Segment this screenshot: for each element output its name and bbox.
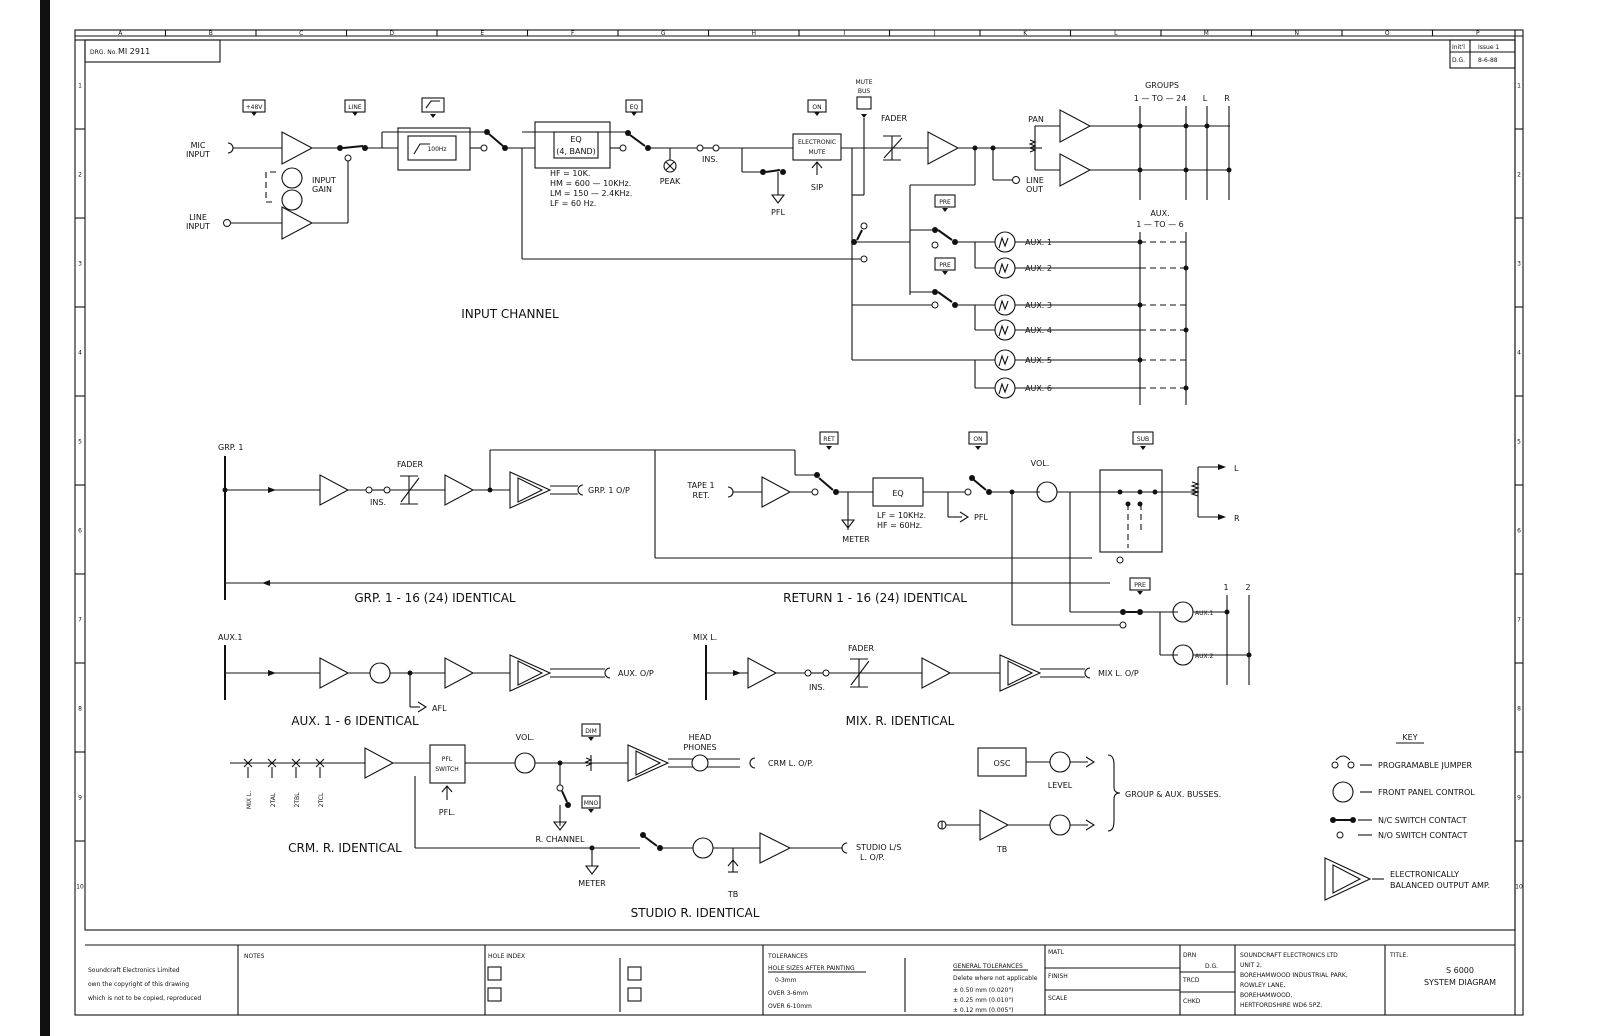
row-number: 2	[1517, 171, 1521, 179]
eq-switch-label: EQ	[629, 104, 639, 111]
address-line-4: ROWLEY LANE,	[1240, 982, 1286, 989]
grp-in-label: GRP. 1	[218, 443, 244, 452]
return-eq-spec-hf: HF = 60Hz.	[877, 521, 923, 530]
eq-spec-lf: LF = 60 Hz.	[550, 199, 597, 208]
pfl-switch-box	[430, 745, 465, 783]
aux-send-pot	[995, 232, 1015, 252]
line-switch-label: LINE	[348, 104, 362, 111]
row-number: 6	[1517, 527, 1521, 535]
mute-label-2: MUTE	[808, 149, 826, 156]
return-eq-label: EQ	[892, 489, 904, 498]
aux-send-label: AUX. 2	[1025, 264, 1052, 273]
aux-master-amp	[320, 658, 348, 688]
mix-fader-amp	[922, 658, 950, 688]
key-legend	[1325, 733, 1490, 900]
electronic-mute-box	[793, 134, 841, 160]
aux-master-section	[218, 633, 654, 728]
studio-amp	[760, 833, 790, 863]
key-item-nc: N/C SWITCH CONTACT	[1378, 816, 1467, 825]
line-input-label-1: LINE	[189, 213, 207, 222]
mno-label: MNO	[583, 800, 599, 807]
aux-master-pot	[370, 663, 390, 683]
tol-row-2: OVER 3-6mm	[768, 990, 809, 997]
group-title: GRP. 1 - 16 (24) IDENTICAL	[354, 591, 516, 605]
row-number: 5	[1517, 438, 1521, 446]
aux-balanced-out-amp	[510, 655, 550, 691]
hole-sizes-label: HOLE SIZES AFTER PAINTING	[768, 965, 855, 972]
column-letter: N	[1294, 30, 1299, 37]
groups-range: 1 — TO — 24	[1133, 94, 1187, 103]
aux-master-out-amp	[445, 658, 473, 688]
hpf-switch	[422, 98, 444, 112]
address-line-2: UNIT 2,	[1240, 962, 1262, 969]
line-out-label-1: LINE	[1026, 176, 1044, 185]
mic-preamp	[282, 132, 312, 164]
groups-label: GROUPS	[1145, 81, 1179, 90]
mix-section	[693, 633, 1139, 728]
scale-label: SCALE	[1048, 995, 1068, 1002]
line-out-label-2: OUT	[1026, 185, 1044, 194]
input-channel	[186, 79, 1231, 405]
aux-send-label: AUX. 1	[1025, 238, 1052, 247]
aux-send-pot	[995, 350, 1015, 370]
aux-bus-range: 1 — TO — 6	[1136, 220, 1184, 229]
drawing-title-2: SYSTEM DIAGRAM	[1423, 978, 1497, 987]
row-number: 1	[1517, 82, 1521, 90]
mix-in-label: MIX L.	[693, 633, 718, 642]
aux-out-label: AUX. O/P	[618, 669, 654, 678]
row-number: 6	[78, 527, 82, 535]
column-letter: M	[1203, 30, 1209, 37]
studio-vol-pot	[693, 838, 713, 858]
column-letter: H	[751, 30, 757, 37]
drawing-title-1: S 6000	[1446, 966, 1474, 975]
monitor-section	[230, 724, 901, 920]
key-item-no: N/O SWITCH CONTACT	[1378, 831, 1468, 840]
hpf-freq: 100Hz	[427, 146, 447, 153]
eq-spec-lm: LM = 150 — 2.4KHz.	[550, 189, 633, 198]
aux-send-label: AUX. 6	[1025, 384, 1052, 393]
hole-index-label: HOLE INDEX	[488, 953, 526, 960]
issue-label: Issue 1	[1478, 44, 1500, 51]
row-number: 8	[78, 705, 82, 713]
init-value: D.G.	[1452, 57, 1466, 64]
pre-label-2: PRE	[939, 262, 951, 269]
pfl-label: PFL	[771, 208, 785, 217]
return-pre-label: PRE	[1134, 582, 1146, 589]
return-l-label: L	[1234, 464, 1239, 473]
talkback-pot	[1050, 815, 1070, 835]
aux-send-label: AUX. 5	[1025, 356, 1052, 365]
studio-out-label-2: L. O/P.	[860, 853, 885, 862]
aux-send-pot	[995, 378, 1015, 398]
mix-balanced-out-amp	[1000, 655, 1040, 691]
monitor-source-label: 2TCL	[318, 792, 325, 808]
group-out-label: GRP. 1 O/P	[588, 486, 630, 495]
osc-level-pot	[1050, 752, 1070, 772]
init-label: Init'l	[1452, 44, 1465, 51]
input-gain-label-2: GAIN	[312, 185, 333, 194]
column-letter: B	[208, 30, 213, 37]
key-amp-label-1: ELECTRONICALLY	[1390, 870, 1460, 879]
row-numbers	[75, 83, 1523, 891]
mic-input-label-2: INPUT	[186, 150, 210, 159]
osc-level-label: LEVEL	[1047, 781, 1073, 790]
talkback-amp	[980, 810, 1008, 840]
r-channel-label: R. CHANNEL	[535, 835, 585, 844]
pan-amp-right	[1060, 154, 1090, 186]
aux-send-pot	[995, 295, 1015, 315]
input-gain-pot-line	[282, 190, 302, 210]
mute-bus-label-1: MUTE	[855, 79, 873, 86]
notes-label: NOTES	[244, 953, 265, 960]
crm-title: CRM. R. IDENTICAL	[288, 841, 402, 855]
row-number: 9	[78, 794, 82, 802]
dim-label: DIM	[585, 728, 597, 735]
row-number: 3	[78, 260, 82, 268]
line-input-label-2: INPUT	[186, 222, 210, 231]
delete-note: Delete where not applicable	[953, 975, 1038, 982]
general-tol-label: GENERAL TOLERANCES	[953, 963, 1023, 970]
monitor-input-amp	[365, 748, 393, 778]
key-amp-label-2: BALANCED OUTPUT AMP.	[1390, 881, 1491, 890]
address-line-5: BOREHAMWOOD,	[1240, 992, 1293, 999]
crm-out-label: CRM L. O/P.	[768, 759, 814, 768]
return-r-label: R	[1234, 514, 1240, 523]
monitor-source-label: MIX L.	[246, 790, 253, 810]
column-letter: C	[299, 30, 304, 37]
column-letter: P	[1475, 30, 1480, 37]
drg-number: MI 2911	[118, 47, 151, 56]
column-letter: O	[1384, 30, 1390, 37]
return-on-label: ON	[973, 436, 983, 443]
address-line-1: SOUNDCRAFT ELECTRONICS LTD	[1240, 952, 1338, 959]
talkback-label: TB	[996, 845, 1008, 854]
return-title: RETURN 1 - 16 (24) IDENTICAL	[783, 591, 967, 605]
monitor-vol-label: VOL.	[515, 733, 535, 742]
row-number: 4	[1517, 349, 1521, 357]
row-number: 8	[1517, 705, 1521, 713]
mix-title: MIX. R. IDENTICAL	[845, 714, 955, 728]
pre-label-1: PRE	[939, 199, 951, 206]
on-switch-label: ON	[812, 104, 822, 111]
aux-send-label: AUX. 4	[1025, 326, 1052, 335]
eq-box	[535, 122, 610, 168]
address-line-6: HERTFORDSHIRE WD6 5PZ.	[1240, 1002, 1323, 1009]
tol-general-1: ± 0.50 mm (0.020")	[953, 987, 1014, 994]
key-item-jumper: PROGRAMABLE JUMPER	[1378, 761, 1473, 770]
mix-ins-label: INS.	[809, 683, 825, 692]
studio-out-label-1: STUDIO L/S	[856, 843, 902, 852]
mic-socket	[228, 143, 233, 153]
ret-switch-label: RET	[823, 436, 835, 443]
return-eq-spec-lf: LF = 10KHz.	[877, 511, 927, 520]
column-letter: D	[389, 30, 395, 37]
row-number: 10	[1515, 883, 1523, 891]
osc-talkback-section	[938, 748, 1221, 854]
studio-title: STUDIO R. IDENTICAL	[630, 906, 760, 920]
line-preamp	[282, 207, 312, 239]
finish-label: FINISH	[1048, 973, 1068, 980]
row-number: 10	[76, 883, 84, 891]
monitor-vol-pot	[515, 753, 535, 773]
drn-value: D.G.	[1205, 963, 1219, 970]
groups-l: L	[1202, 94, 1208, 103]
mix-input-amp	[748, 658, 776, 688]
title-label: TITLE.	[1390, 952, 1409, 959]
copyright-line-1: Soundcraft Electronics Limited	[88, 967, 180, 974]
return-section	[655, 432, 1252, 685]
chkd-label: CHKD	[1183, 998, 1201, 1005]
monitor-pfl-label: PFL.	[438, 808, 456, 817]
headphones-jack	[692, 755, 708, 771]
fader-label: FADER	[880, 114, 908, 123]
pfl-switch-label-1: PFL	[441, 756, 453, 763]
input-gain-label-1: INPUT	[312, 176, 336, 185]
row-number: 9	[1517, 794, 1521, 802]
mute-label-1: ELECTRONIC	[797, 139, 837, 146]
sip-label: SIP	[810, 183, 824, 192]
issue-block	[1450, 40, 1515, 68]
key-title: KEY	[1402, 733, 1418, 742]
tape-return-amp	[762, 477, 790, 507]
row-number: 2	[78, 171, 82, 179]
aux-send-pot	[995, 258, 1015, 278]
aux-master-title: AUX. 1 - 6 IDENTICAL	[291, 714, 419, 728]
return-aux2-label: AUX.2	[1195, 653, 1214, 660]
return-aux1-label: AUX.1	[1195, 610, 1214, 617]
monitor-sources	[244, 759, 325, 809]
row-number: 4	[78, 349, 82, 357]
row-number: 1	[78, 82, 82, 90]
column-letter: J	[933, 30, 936, 37]
monitor-source-label: 2TBL	[294, 792, 301, 808]
busses-label: GROUP & AUX. BUSSES.	[1125, 790, 1222, 799]
crm-balanced-out-amp	[628, 745, 668, 781]
tolerances-label: TOLERANCES	[768, 953, 808, 960]
row-number: 3	[1517, 260, 1521, 268]
row-number: 5	[78, 438, 82, 446]
eq-bands: (4, BAND)	[556, 147, 596, 156]
row-number: 7	[78, 616, 82, 624]
row-number: 7	[1517, 616, 1521, 624]
column-letter: I	[843, 30, 846, 37]
aux-send-pot	[995, 320, 1015, 340]
groups-r: R	[1224, 94, 1230, 103]
studio-meter-label: METER	[578, 879, 606, 888]
issue-date: 8-6-88	[1478, 57, 1498, 64]
return-vol-label: VOL.	[1030, 459, 1050, 468]
aux-bus-label: AUX.	[1150, 209, 1170, 218]
group-balanced-out-amp	[510, 472, 550, 508]
copyright-line-2: own the copyright of this drawing	[88, 981, 190, 988]
tol-general-2: ± 0.25 mm (0.010")	[953, 997, 1014, 1004]
ins-label: INS.	[702, 155, 718, 164]
column-letter: L	[1114, 30, 1118, 37]
copyright-line-3: which is not to be copied, reproduced	[88, 995, 202, 1002]
eq-label: EQ	[570, 135, 582, 144]
osc-label: OSC	[993, 759, 1011, 768]
tol-row-3: OVER 6-10mm	[768, 1003, 812, 1010]
group-section	[218, 443, 1110, 605]
peak-label: PEAK	[659, 177, 681, 186]
mute-bus-label-2: BUS	[857, 88, 871, 95]
group-input-amp	[320, 475, 348, 505]
pfl-switch-label-2: SWITCH	[435, 766, 459, 773]
mix-fader-label: FADER	[847, 644, 875, 653]
drg-label: DRG. No.	[90, 49, 118, 56]
column-letter: K	[1023, 30, 1028, 37]
input-channel-title: INPUT CHANNEL	[461, 307, 559, 321]
trcd-label: TRCD	[1183, 977, 1200, 984]
address-line-3: BOREHAMWOOD INDUSTRIAL PARK,	[1240, 972, 1348, 979]
column-letter: G	[660, 30, 666, 37]
column-letter: E	[480, 30, 485, 37]
column-letter: A	[118, 30, 123, 37]
drn-label: DRN	[1183, 952, 1197, 959]
headphones-label-1: HEAD	[688, 733, 712, 742]
tol-row-1: 0-3mm	[775, 977, 797, 984]
column-letter: F	[571, 30, 575, 37]
aux-bus-col2: 2	[1245, 583, 1251, 592]
sub-switch-label: SUB	[1136, 436, 1150, 443]
matl-label: MATL	[1048, 949, 1064, 956]
mix-out-label: MIX L. O/P	[1098, 669, 1139, 678]
tape-ret-label-1: TAPE 1	[687, 481, 715, 490]
group-fader-label: FADER	[396, 460, 424, 469]
aux-send-pots	[975, 232, 1189, 398]
drawing-number-box	[85, 40, 220, 62]
aux-in-label: AUX.1	[218, 633, 243, 642]
pan-label: PAN	[1028, 115, 1044, 124]
aux-bus-col1: 1	[1223, 583, 1229, 592]
headphones-label-2: PHONES	[683, 743, 717, 752]
mic-input-label-1: MIC	[190, 141, 206, 150]
tape-ret-label-2: RET.	[692, 491, 710, 500]
studio-tb-label: TB	[727, 890, 739, 899]
channel-fader-amp	[928, 132, 958, 164]
key-pot-symbol	[1333, 782, 1353, 802]
sheet-border	[40, 0, 1523, 1036]
group-ins-label: INS.	[370, 498, 386, 507]
input-gain-pot-mic	[282, 168, 302, 188]
pan-amp-left	[1060, 110, 1090, 142]
phantom-label: +48V	[245, 104, 263, 111]
afl-label: AFL	[432, 704, 447, 713]
aux-send-label: AUX. 3	[1025, 301, 1052, 310]
title-block	[85, 945, 1515, 1015]
key-item-control: FRONT PANEL CONTROL	[1378, 788, 1475, 797]
group-fader-amp	[445, 475, 473, 505]
tol-general-3: ± 0.12 mm (0.005")	[953, 1007, 1014, 1014]
return-meter-label: METER	[842, 535, 870, 544]
monitor-source-label: 2TAL	[270, 792, 277, 808]
return-pfl-label: PFL	[974, 513, 988, 522]
eq-spec-hf: HF = 10K.	[550, 169, 591, 178]
key-balanced-amp-symbol	[1325, 858, 1370, 900]
eq-spec-hm: HM = 600 — 10KHz.	[550, 179, 632, 188]
